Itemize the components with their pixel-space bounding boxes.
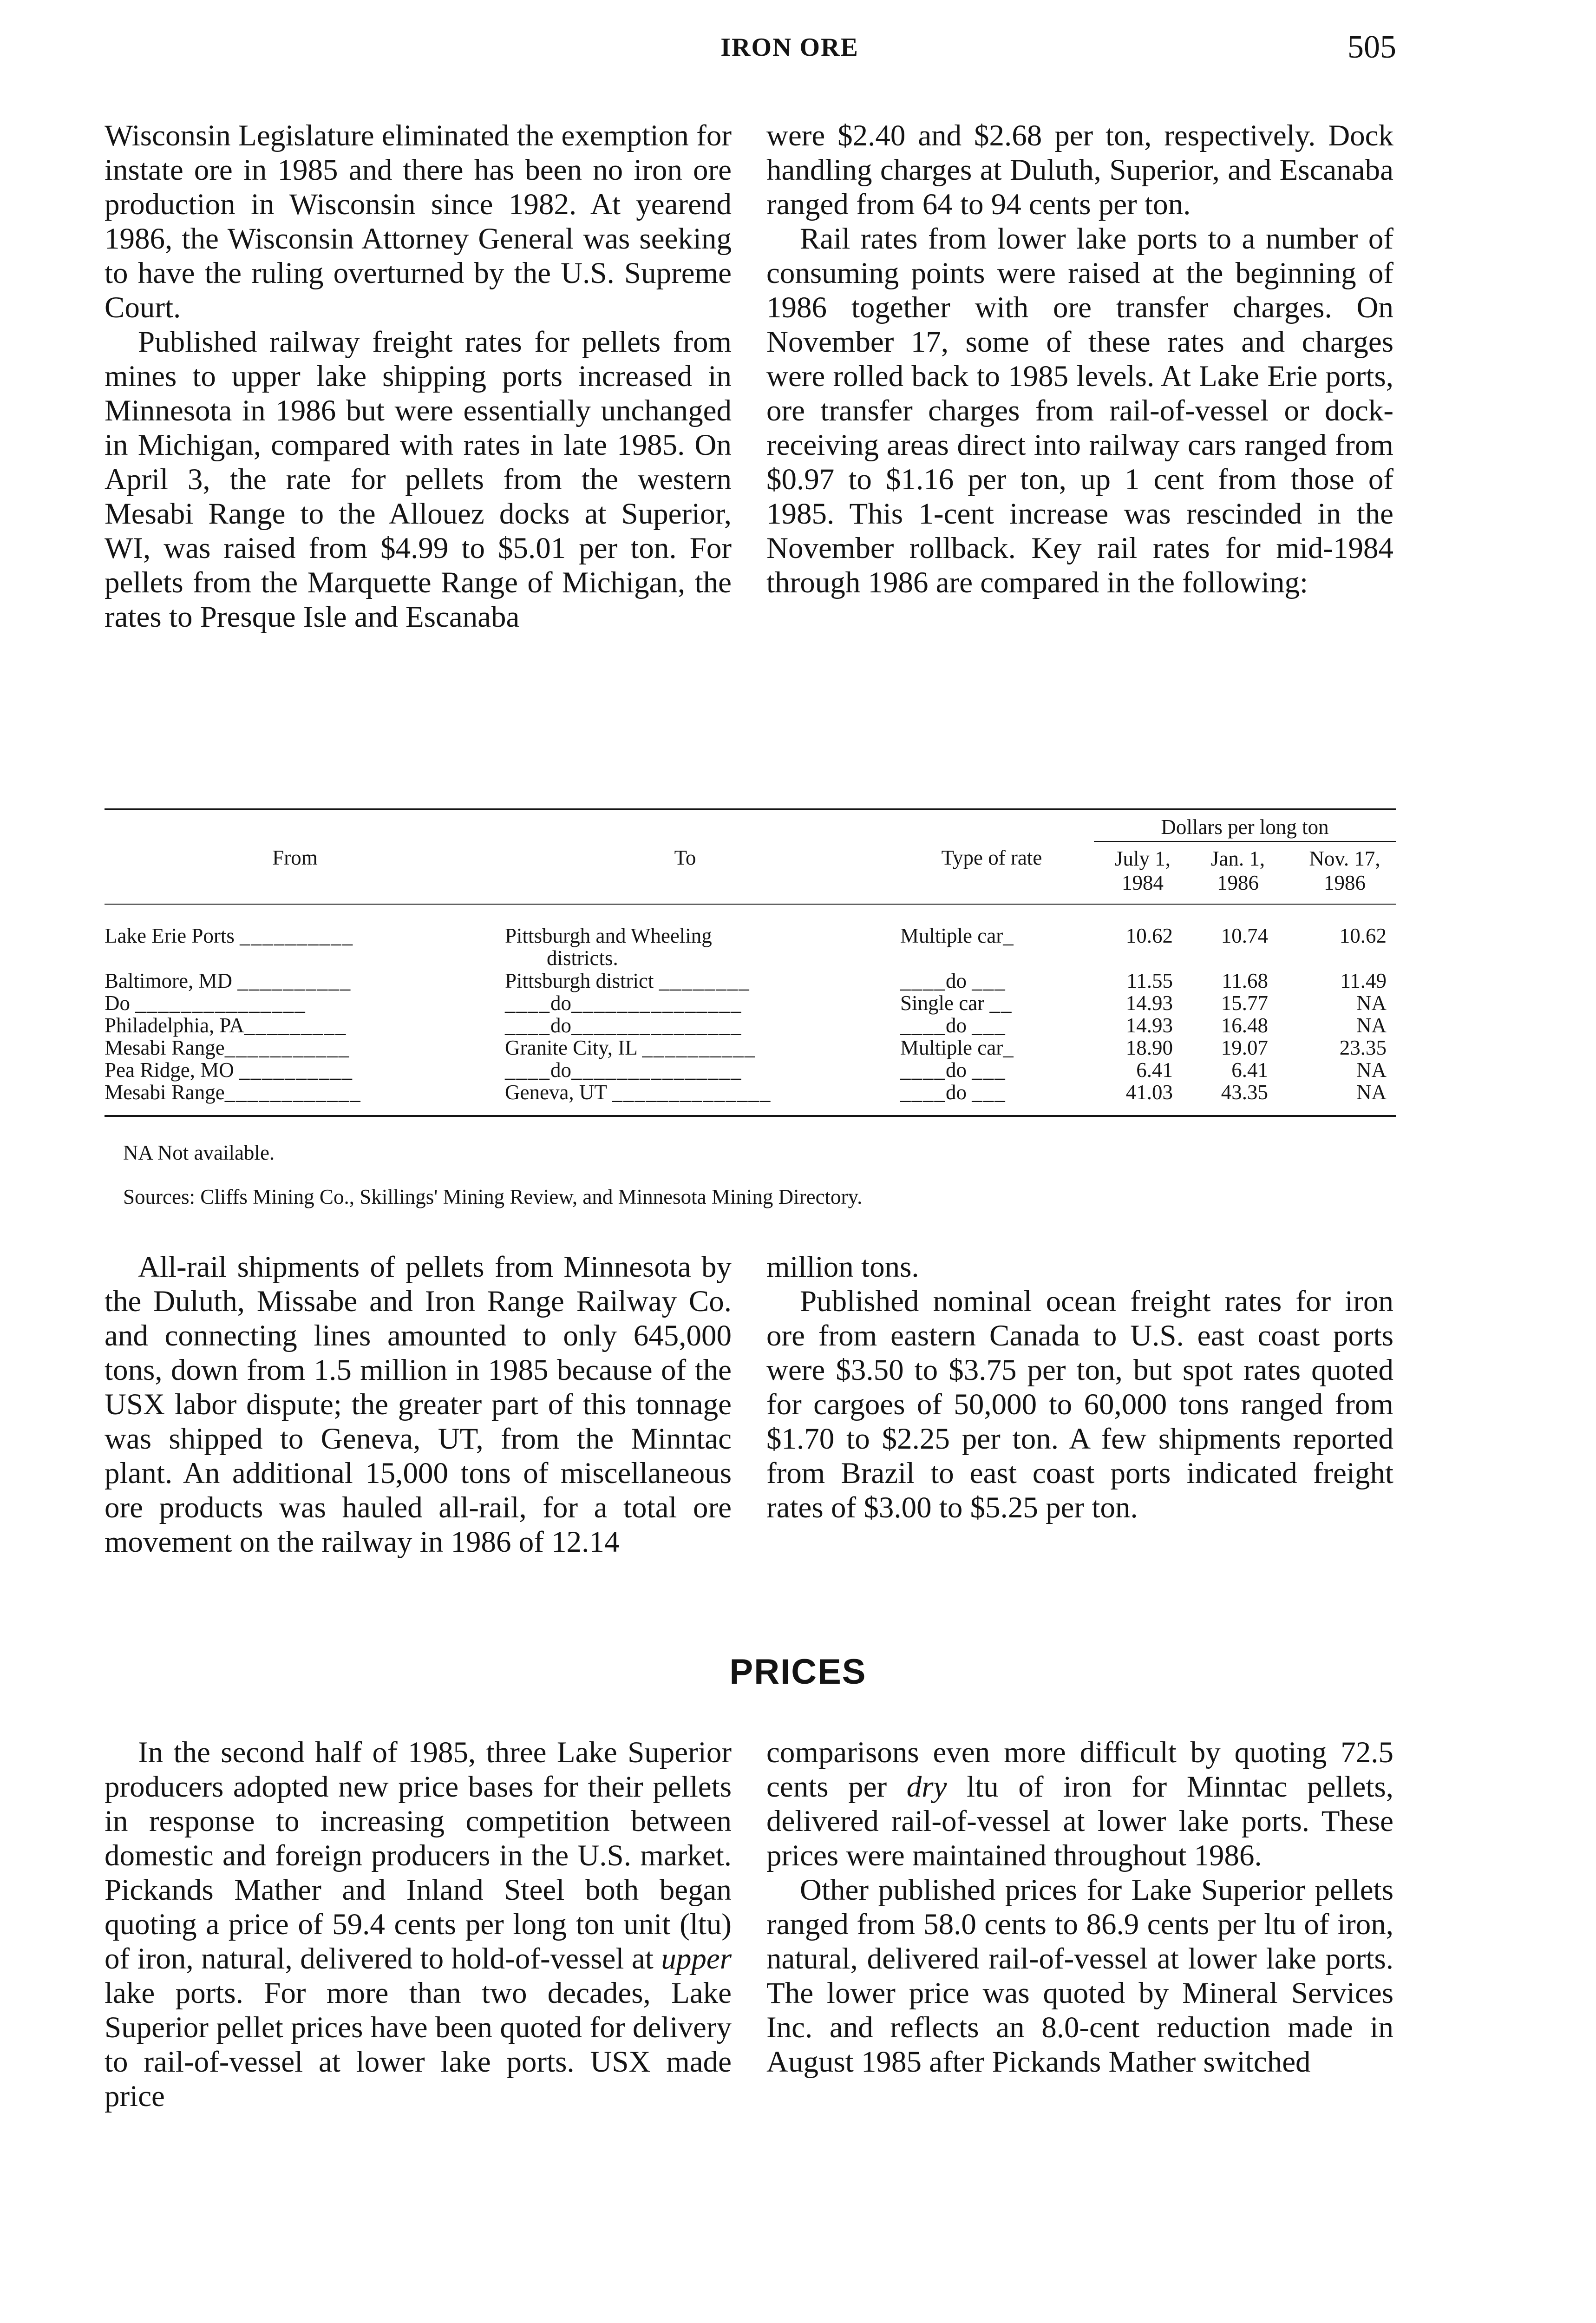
cell-to-text: do: [550, 1058, 571, 1082]
table-note-na: NA Not available.: [123, 1141, 275, 1164]
emphasis: dry: [906, 1770, 947, 1804]
cell-type: Multiple car_: [900, 924, 1014, 947]
paragraph: were $2.40 and $2.68 per ton, respectively. Dock handling charges at Duluth, Superior, and Escanaba ranged from 64 to 94 cents per ton.: [766, 119, 1393, 221]
leader-dots: ____: [900, 1058, 946, 1082]
cell-to: [505, 925, 712, 969]
table-bottom-rule: [105, 1115, 1396, 1117]
leader-dots: __________: [240, 924, 354, 947]
cell-v1: 10.62: [1125, 924, 1173, 947]
table-sources: Sources: Cliffs Mining Co., Skillings' Mining Review, and Minnesota Mining Directory.: [123, 1185, 863, 1208]
section-heading-prices: PRICES: [729, 1652, 867, 1692]
leader-dots: ____________: [224, 1081, 361, 1104]
cell-from: Baltimore, MD: [105, 969, 232, 992]
header-line: Jan. 1,: [1210, 847, 1265, 870]
cell-to-text: Geneva, UT: [505, 1081, 607, 1104]
cell-to: [505, 970, 750, 992]
leader-dots: __________: [237, 969, 352, 992]
header-line: Nov. 17,: [1309, 847, 1380, 870]
cell-v3: NA: [1356, 1058, 1387, 1082]
cell-from: Mesabi Range: [105, 1036, 225, 1059]
header-line: 1986: [1324, 871, 1366, 894]
emphasis: upper: [661, 1942, 732, 1975]
prices-right-column: [766, 1735, 1393, 2079]
paragraph: Published railway freight rates for pellets from mines to upper lake shipping ports increased in Minnesota in 1986 but were essentially unchanged in Michigan, compared with rates in late 1985. On April 3, the rate for pellets from the western Mesabi Range to the Allouez docks at Superior, WI, was raised from $4.99 to $5.01 per ton. For pellets from the Marquette Range of Michigan, the rates to Presque Isle and Escanaba: [105, 325, 732, 634]
cell-v2: 6.41: [1231, 1058, 1268, 1082]
cell-to: [505, 1037, 756, 1059]
text-run: In the second half of 1985, three Lake Superior producers adopted new price bases for their pellets in response to increasing competition between domestic and foreign producers in the U.S. market. Pickands Mather and Inland Steel both began quoting a price of 59.4 cents per long ton unit (ltu) of iron, natural, delivered to hold-of-vessel at: [105, 1736, 732, 1975]
cell-v1: 18.90: [1125, 1036, 1173, 1059]
running-head: IRON ORE: [720, 33, 859, 62]
leader-dots: ____: [900, 969, 946, 992]
cell-v2: 10.74: [1221, 924, 1268, 947]
cell-to-line: Pittsburgh and Wheeling: [505, 924, 712, 947]
leader-dots: _______________: [571, 1014, 742, 1037]
table-row: [105, 1014, 347, 1037]
cell-type-text: Multiple car: [900, 1036, 1003, 1059]
table-row: [105, 970, 351, 992]
cell-to-text: Pittsburgh district: [505, 969, 654, 992]
paragraph: [766, 1735, 1393, 1873]
cell-to-text: do: [550, 1014, 571, 1037]
leader-dots: _______________: [135, 991, 306, 1015]
table-row: [105, 1059, 353, 1081]
cell-v1: 14.93: [1125, 1014, 1173, 1037]
col-header-type: Type of rate: [941, 846, 1042, 869]
cell-from: Do: [105, 991, 130, 1015]
cell-type-text: do: [946, 1081, 967, 1104]
leader-dots: ___: [972, 1058, 1006, 1082]
cell-v3: 11.49: [1340, 969, 1387, 992]
middle-right-column: [766, 1250, 1393, 1525]
table-row: [105, 925, 353, 947]
cell-type-text: Single car: [900, 991, 985, 1015]
cell-to: [505, 1014, 742, 1037]
intro-left-column: [105, 118, 732, 634]
leader-dots: _________: [244, 1014, 347, 1037]
leader-dots: ____: [505, 991, 550, 1015]
cell-from: Mesabi Range: [105, 1081, 225, 1104]
cell-type: [900, 1059, 1006, 1081]
middle-left-column: [105, 1250, 732, 1559]
cell-v1: 11.55: [1126, 969, 1173, 992]
leader-dots: ___: [972, 969, 1006, 992]
leader-dots: ____: [505, 1014, 550, 1037]
header-line: 1986: [1217, 871, 1259, 894]
col-header-from: From: [272, 846, 318, 869]
cell-v3: 10.62: [1339, 924, 1387, 947]
col-header-to: To: [674, 846, 696, 869]
text-run: lake ports. For more than two decades, Lake Superior pellet prices have been quoted for delivery to rail-of-vessel at lower lake ports. USX made price: [105, 1976, 732, 2113]
text-run: comparisons even more difficult by quoting 72.5 cents per: [766, 1736, 1393, 1804]
intro-right-column: [766, 118, 1393, 600]
table-row: [105, 1037, 350, 1059]
cell-type-text: do: [946, 1058, 967, 1082]
cell-type: [900, 1081, 1006, 1103]
cell-from: Philadelphia, PA: [105, 1014, 244, 1037]
leader-dots: __________: [642, 1036, 756, 1059]
cell-type-text: Multiple car: [900, 924, 1003, 947]
cell-type-text: do: [946, 969, 967, 992]
col-header-july-1984: [1094, 847, 1191, 895]
cell-v1: 41.03: [1125, 1081, 1173, 1104]
cell-v2: 15.77: [1221, 991, 1268, 1015]
paragraph: Other published prices for Lake Superior pellets ranged from 58.0 cents to 86.9 cents per ltu of iron, natural, delivered rail-of-vessel at lower lake ports. The lower price was quoted by Mineral Services Inc. and reflects an 8.0-cent reduction made in August 1985 after Pickands Mather switched: [766, 1873, 1393, 2079]
group-header: Dollars per long ton: [1161, 815, 1329, 839]
header-line: 1984: [1122, 871, 1164, 894]
paragraph: Published nominal ocean freight rates for iron ore from eastern Canada to U.S. east coast ports were $3.50 to $3.75 per ton, but spot rates quoted for cargoes of 50,000 to 60,000 tons ranged from $1.70 to $2.25 per ton. A few shipments reported from Brazil to east coast ports indicated freight rates of $3.00 to $5.25 per ton.: [766, 1285, 1393, 1524]
cell-v2: 16.48: [1221, 1014, 1268, 1037]
page-header: [0, 29, 1596, 79]
cell-to-text: do: [550, 991, 571, 1015]
prices-left-column: [105, 1735, 732, 2113]
cell-v1: 14.93: [1125, 991, 1173, 1015]
cell-type-text: do: [946, 1014, 967, 1037]
leader-dots: __: [989, 991, 1013, 1015]
col-header-nov-1986: [1294, 847, 1396, 895]
leader-dots: ________: [659, 969, 750, 992]
cell-to: [505, 992, 742, 1014]
cell-v1: 6.41: [1136, 1058, 1173, 1082]
cell-v2: 11.68: [1222, 969, 1268, 992]
col-header-jan-1986: [1191, 847, 1284, 895]
cell-to: [505, 1059, 742, 1081]
leader-dots: ____: [900, 1081, 946, 1104]
cell-from: Lake Erie Ports: [105, 924, 235, 947]
cell-v3: 23.35: [1339, 1036, 1387, 1059]
cell-to-text: Granite City, IL: [505, 1036, 637, 1059]
cell-v3: NA: [1356, 1081, 1387, 1104]
cell-to-line: districts.: [547, 946, 618, 970]
leader-dots: __________: [239, 1058, 353, 1082]
paragraph: Wisconsin Legislature eliminated the exemption for instate ore in 1985 and there has been no iron ore production in Wisconsin since 1982. At yearend 1986, the Wisconsin Attorney General was seeking to have the ruling overturned by the U.S. Supreme Court.: [105, 119, 732, 324]
cell-v2: 19.07: [1221, 1036, 1268, 1059]
paragraph: [105, 1735, 732, 2113]
paragraph: Rail rates from lower lake ports to a number of consuming points were raised at the beginning of 1986 together with ore transfer charges. On November 17, some of these rates and charges were rolled back to 1985 levels. At Lake Erie ports, ore transfer charges from rail-of-vessel or dock-receiving areas direct into railway cars ranged from $0.97 to $1.16 per ton, up 1 cent from those of 1985. This 1-cent increase was rescinded in the November rollback. Key rail rates for mid-1984 through 1986 are compared in the following:: [766, 222, 1393, 599]
leader-dots: ___________: [224, 1036, 350, 1059]
leader-dots: _______________: [571, 1058, 742, 1082]
cell-v3: NA: [1356, 991, 1387, 1015]
cell-type: [900, 970, 1006, 992]
leader-dots: ___: [972, 1014, 1006, 1037]
cell-type: [900, 1014, 1006, 1037]
cell-to: [505, 1081, 771, 1103]
table-row: [105, 992, 306, 1014]
cell-type: [900, 992, 1012, 1014]
leader-dots: ___: [972, 1081, 1006, 1104]
leader-dots: ____: [900, 1014, 946, 1037]
header-bottom-rule: [105, 904, 1396, 905]
cell-type: Multiple car_: [900, 1036, 1014, 1059]
leader-dots: ______________: [612, 1081, 772, 1104]
cell-v2: 43.35: [1221, 1081, 1268, 1104]
paragraph: All-rail shipments of pellets from Minnesota by the Duluth, Missabe and Iron Range Railway Co. and connecting lines amounted to only 645,000 tons, down from 1.5 million in 1985 because of the USX labor dispute; the greater part of this tonnage was shipped to Geneva, UT, from the Minntac plant. An additional 15,000 tons of miscellaneous ore products was hauled all-rail, for a total ore movement on the railway in 1986 of 12.14: [105, 1250, 732, 1559]
header-line: July 1,: [1114, 847, 1171, 870]
cell-from: Pea Ridge, MO: [105, 1058, 234, 1082]
leader-dots: ____: [505, 1058, 550, 1082]
table-top-rule: [105, 808, 1396, 810]
cell-v3: NA: [1356, 1014, 1387, 1037]
group-rule: [1094, 841, 1396, 842]
table-row: [105, 1081, 361, 1103]
page-number: 505: [1347, 29, 1396, 65]
paragraph: million tons.: [766, 1250, 919, 1284]
text-run: ltu of iron for Minntac pellets, delivered rail-of-vessel at lower lake ports. These prices were maintained throughout 1986.: [766, 1770, 1393, 1872]
leader-dots: _______________: [571, 991, 742, 1015]
